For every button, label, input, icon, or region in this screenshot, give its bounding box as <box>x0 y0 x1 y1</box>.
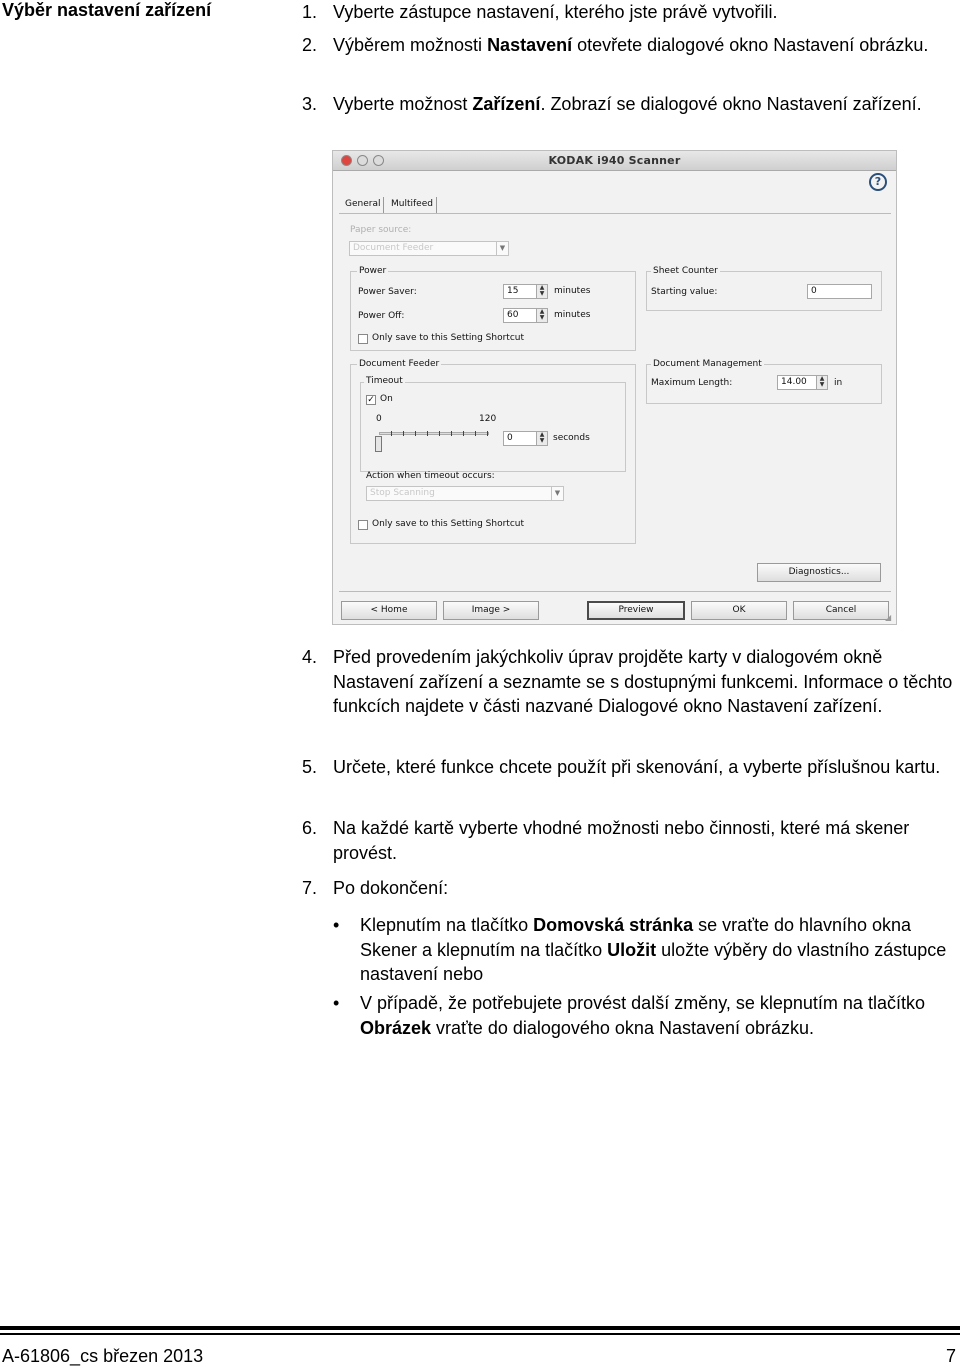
step-3 <box>302 92 957 117</box>
page-number: 7 <box>945 1346 956 1366</box>
feeder-shortcut-label: Only save to this Setting Shortcut <box>372 519 525 529</box>
power-off-input[interactable]: 60 <box>503 308 537 323</box>
seconds-label: seconds <box>553 433 590 443</box>
step-number: 7. <box>302 878 318 898</box>
document-feeder-legend: Document Feeder <box>359 359 440 369</box>
paper-source-label: Paper source: <box>350 225 412 235</box>
power-shortcut-label: Only save to this Setting Shortcut <box>372 333 525 343</box>
bullet-symbol: • <box>333 993 340 1013</box>
slider-min-label: 0 <box>376 414 382 424</box>
step-1 <box>302 0 957 25</box>
timeout-on-label: On <box>380 394 393 404</box>
step-text: Určete, které funkce chcete použít při skenování, a vyberte příslušnou kartu. <box>333 757 941 777</box>
slider-tick <box>391 431 392 436</box>
power-saver-input[interactable]: 15 <box>503 284 537 299</box>
step-4 <box>302 645 957 719</box>
ui-term-ulozit: Uložit <box>607 939 657 960</box>
bullet-item-2 <box>333 991 958 1040</box>
ui-term-obrazek: Obrázek <box>360 1017 432 1038</box>
button-divider <box>339 591 891 592</box>
tab-general[interactable]: General <box>342 197 384 213</box>
window-titlebar <box>333 151 896 171</box>
power-saver-unit: minutes <box>554 286 591 296</box>
timeout-seconds-input[interactable]: 0 <box>503 431 537 446</box>
footer-rule <box>0 1326 960 1330</box>
ok-button[interactable]: OK <box>691 601 787 620</box>
timeout-seconds-stepper[interactable]: ▲ ▼ <box>536 431 548 446</box>
ui-term-nastaveni: Nastavení <box>487 35 573 55</box>
step-text: Před provedením jakýchkoliv úprav projděte karty v dialogovém okně Nastavení zařízení a seznamte se s dostupnými funkcemi. Informace o těchto funkcích najdete v části nazvané Dialogové okno Nastavení zařízení. <box>333 647 953 716</box>
paper-source-value: Document Feeder <box>353 243 434 253</box>
step-number: 6. <box>302 818 318 838</box>
slider-tick <box>427 431 428 436</box>
power-shortcut-checkbox[interactable] <box>358 334 368 344</box>
power-saver-label: Power Saver: <box>358 287 417 297</box>
timeout-action-label: Action when timeout occurs: <box>366 471 495 481</box>
section-title: Výběr nastavení zařízení <box>2 0 212 20</box>
scanner-settings-screenshot <box>332 150 897 625</box>
slider-max-label: 120 <box>479 414 497 424</box>
feeder-shortcut-checkbox[interactable] <box>358 520 368 530</box>
slider-tick <box>415 431 416 436</box>
power-off-stepper[interactable]: ▲ ▼ <box>536 308 548 323</box>
step-text: Vyberte možnost Zařízení. Zobrazí se dialogové okno Nastavení zařízení. <box>333 94 922 114</box>
step-number: 4. <box>302 647 318 667</box>
max-length-stepper[interactable]: ▲ ▼ <box>816 375 828 390</box>
step-number: 2. <box>302 35 318 55</box>
timeout-on-checkbox[interactable]: ✓ <box>367 395 375 405</box>
timeout-action-select[interactable] <box>366 486 564 501</box>
tab-multifeed[interactable]: Multifeed <box>388 197 437 213</box>
step-5 <box>302 755 957 780</box>
starting-value-input[interactable]: 0 <box>807 284 872 299</box>
max-length-input[interactable]: 14.00 <box>777 375 817 390</box>
home-button[interactable]: < Home <box>341 601 437 620</box>
max-length-unit: in <box>834 378 843 388</box>
starting-value-label: Starting value: <box>651 287 718 297</box>
preview-button[interactable]: Preview <box>587 601 685 620</box>
slider-tick <box>451 431 452 436</box>
step-text: Na každé kartě vyberte vhodné možnosti nebo činnosti, které má skener provést. <box>333 818 910 863</box>
timeout-slider-thumb[interactable] <box>375 436 382 452</box>
step-text: Výběrem možnosti Nastavení otevřete dialogové okno Nastavení obrázku. <box>333 35 929 55</box>
step-text: Vyberte zástupce nastavení, kterého jste právě vytvořili. <box>333 2 778 22</box>
ui-term-domovska-stranka: Domovská stránka <box>533 915 694 935</box>
footer-doc-id: A-61806_cs březen 2013 <box>2 1346 204 1366</box>
bullet-item-1 <box>333 913 958 987</box>
help-icon[interactable]: ? <box>869 173 887 191</box>
step-6 <box>302 816 957 865</box>
cancel-button[interactable]: Cancel <box>793 601 889 620</box>
timeout-action-value: Stop Scanning <box>370 488 435 498</box>
power-off-unit: minutes <box>554 310 591 320</box>
step-2 <box>302 33 957 58</box>
slider-tick <box>439 431 440 436</box>
power-off-label: Power Off: <box>358 311 405 321</box>
max-length-label: Maximum Length: <box>651 378 733 388</box>
footer-rule-thin <box>0 1333 960 1335</box>
slider-tick <box>463 431 464 436</box>
document-management-legend: Document Management <box>653 359 762 369</box>
timeout-group <box>360 382 626 472</box>
step-7 <box>302 876 957 901</box>
slider-tick <box>475 431 476 436</box>
image-button[interactable]: Image > <box>443 601 539 620</box>
step-number: 1. <box>302 2 318 22</box>
power-saver-stepper[interactable]: ▲ ▼ <box>536 284 548 299</box>
bullet-text: V případě, že potřebujete provést další změny, se klepnutím na tlačítko Obrázek vraťte do dialogového okna Nastavení obrázku. <box>360 993 925 1038</box>
step-number: 5. <box>302 757 318 777</box>
bullet-symbol: • <box>333 915 340 935</box>
step-number: 3. <box>302 94 318 114</box>
step-text: Po dokončení: <box>333 878 449 898</box>
slider-tick <box>403 431 404 436</box>
chevron-down-icon: ▼ <box>551 487 563 500</box>
bullet-text: Klepnutím na tlačítko Domovská stránka se vraťte do hlavního okna Skener a klepnutím na tlačítko Uložit uložte výběry do vlastního zástupce nastavení nebo <box>360 915 947 984</box>
tab-divider <box>339 213 891 214</box>
window-title: KODAK i940 Scanner <box>548 154 681 167</box>
slider-tick <box>487 431 488 436</box>
resize-grip-icon[interactable]: ◢ <box>885 613 892 622</box>
ui-term-zarizeni: Zařízení <box>472 94 541 114</box>
chevron-down-icon: ▼ <box>496 242 508 255</box>
diagnostics-button[interactable]: Diagnostics... <box>757 563 881 582</box>
power-legend: Power <box>359 266 387 276</box>
timeout-legend: Timeout <box>366 376 403 386</box>
sheet-counter-legend: Sheet Counter <box>653 266 718 276</box>
timeout-slider-track[interactable] <box>379 432 489 435</box>
paper-source-select[interactable] <box>349 241 509 256</box>
